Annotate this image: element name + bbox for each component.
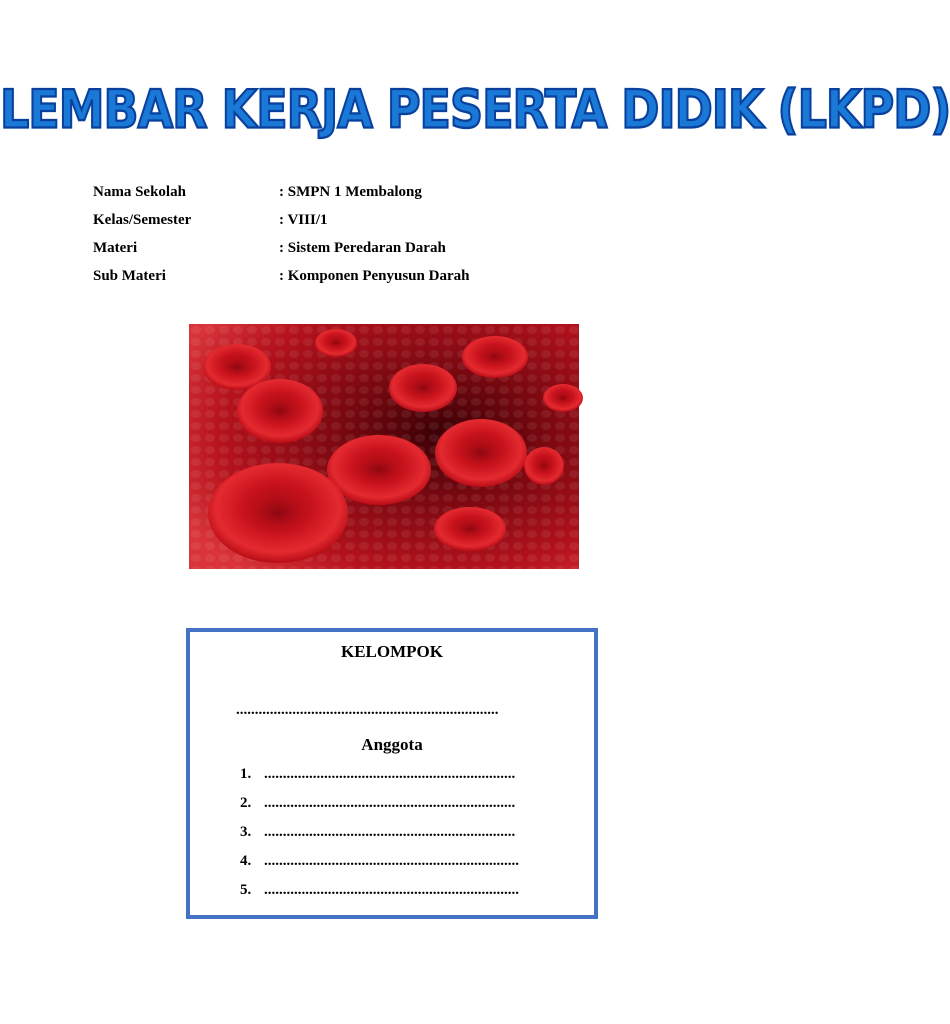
list-item: [240, 766, 519, 795]
info-table: [93, 184, 469, 296]
info-value: : Sistem Peredaran Darah: [279, 240, 446, 256]
info-row-submaterial: [93, 268, 469, 296]
worksheet-title: LEMBAR KERJA PESERTA DIDIK (LKPD): [0, 78, 950, 141]
blood-cell: [315, 329, 357, 357]
member-number: 1.: [240, 766, 252, 782]
info-label: Materi: [93, 240, 138, 256]
info-row-school: [93, 184, 469, 212]
member-number: 3.: [240, 824, 252, 840]
list-item: [240, 795, 519, 824]
info-value: : SMPN 1 Membalong: [279, 184, 422, 200]
blood-cell: [434, 507, 506, 551]
list-item: [240, 882, 519, 911]
info-value: : Komponen Penyusun Darah: [279, 268, 470, 284]
member-number: 4.: [240, 853, 252, 869]
list-item: [240, 853, 519, 882]
member-number: 2.: [240, 795, 252, 811]
red-blood-cells-image: [189, 324, 579, 569]
info-label: Kelas/Semester: [93, 212, 192, 228]
member-name-field[interactable]: ....................................................................: [264, 853, 519, 869]
info-label: Nama Sekolah: [93, 184, 186, 200]
blood-cell: [524, 447, 564, 485]
info-row-class: [93, 212, 469, 240]
info-value: : VIII/1: [279, 212, 328, 228]
blood-cell: [462, 336, 528, 378]
member-name-field[interactable]: ....................................................................: [264, 882, 519, 898]
list-item: [240, 824, 519, 853]
blood-cell: [389, 364, 457, 412]
group-box: [186, 628, 598, 919]
group-heading: KELOMPOK: [341, 642, 443, 661]
info-label: Sub Materi: [93, 268, 166, 284]
blood-vessel-illustration: [189, 324, 579, 569]
blood-cell: [543, 384, 583, 412]
members-list: [240, 766, 519, 911]
member-number: 5.: [240, 882, 252, 898]
blood-cell: [435, 419, 527, 487]
blood-cell: [208, 463, 348, 563]
member-name-field[interactable]: ...................................................................: [264, 766, 516, 782]
group-name-field[interactable]: ......................................................................: [236, 702, 499, 718]
info-row-material: [93, 240, 469, 268]
members-heading: Anggota: [361, 735, 423, 754]
member-name-field[interactable]: ...................................................................: [264, 795, 516, 811]
blood-cell: [237, 379, 323, 443]
member-name-field[interactable]: ...................................................................: [264, 824, 516, 840]
